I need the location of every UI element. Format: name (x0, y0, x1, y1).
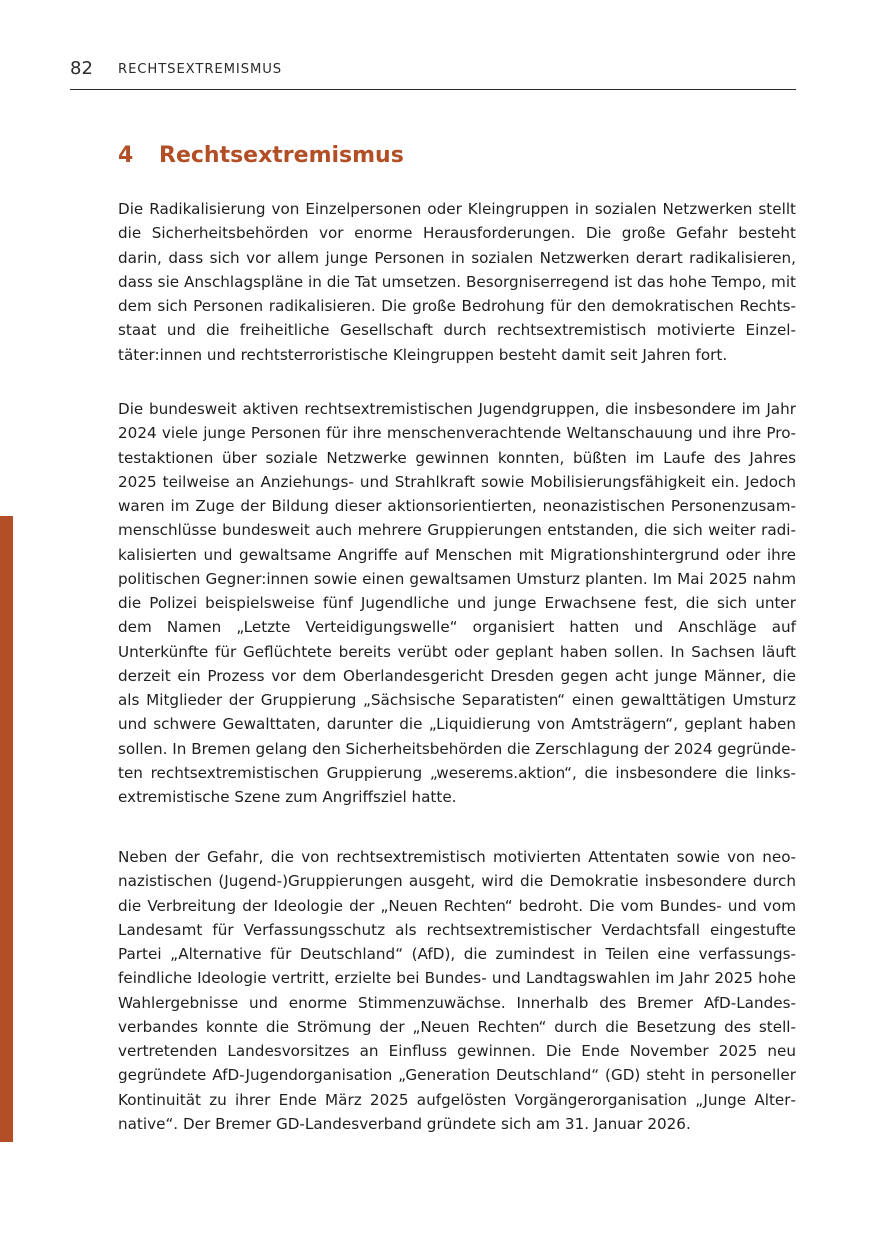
chapter-title: Rechtsextremismus (159, 143, 404, 168)
running-title: RECHTSEXTREMISMUS (118, 62, 283, 77)
body-paragraph: Die bundesweit aktiven rechtsextremistischen Jugendgruppen, die insbesondere im Jahr 2024 viele junge Personen für ihre menschenverachtende Weltanschauung und ihre Protestaktionen über soziale Netzwerke gewinnen konnten, büßten im Laufe des Jahres 2025 teilweise an Anziehungs- und Strahlkraft sowie Mobilisierungsfähigkeit ein. Jedoch waren im Zuge der Bildung dieser aktionsorientierten, neonazistischen Personenzusammenschlüsse bundesweit auch mehrere Gruppierungen entstanden, die sich weiter radikalisierten und gewaltsame Angriffe auf Menschen mit Migrationshintergrund oder ihre politischen Gegner:innen sowie einen gewaltsamen Umsturz planten. Im Mai 2025 nahm die Polizei beispielsweise fünf Jugendliche und junge Erwachsene fest, die sich unter dem Namen „Letzte Verteidigungswelle“ organisiert hatten und Anschläge auf Unterkünfte für Geflüchtete bereits verübt oder geplant haben sollen. In Sachsen läuft derzeit ein Prozess vor dem Oberlandesgericht Dresden gegen acht junge Männer, die als Mitglieder der Gruppierung „Sächsische Separatisten“ einen gewalttätigen Umsturz und schwere Gewalttaten, darunter die „Liquidierung von Amtsträgern“, geplant haben sollen. In Bremen gelang den Sicherheitsbehörden die Zerschlagung der 2024 gegründeten rechtsextremistischen Gruppierung „weserems.aktion“, die insbesondere die linksextremistische Szene zum Angriffsziel hatte. (118, 400, 796, 806)
running-header (70, 58, 796, 90)
chapter-thumb-tab (0, 516, 13, 1142)
chapter-heading (118, 142, 404, 170)
body-paragraph: Neben der Gefahr, die von rechtsextremistisch motivierten Attentaten sowie von neonazistischen (Jugend-)Gruppierungen ausgeht, wird die Demokratie insbesondere durch die Verbreitung der Ideologie der „Neuen Rechten“ bedroht. Die vom Bundes- und vom Landesamt für Verfassungsschutz als rechtsextremistischer Verdachtsfall eingestufte Partei „Alternative für Deutschland“ (AfD), die zumindest in Teilen eine verfassungsfeindliche Ideologie vertritt, erzielte bei Bundes- und Landtagswahlen im Jahr 2025 hohe Wahlergebnisse und enorme Stimmenzuwächse. Innerhalb des Bremer AfD-Landesverbandes konnte die Strömung der „Neuen Rechten“ durch die Besetzung des stellvertretenden Landesvorsitzes an Einfluss gewinnen. Die Ende November 2025 neu gegründete AfD-Jugendorganisation „Generation Deutschland“ (GD) steht in personeller Kontinuität zu ihrer Ende März 2025 aufgelösten Vorgängerorganisation „Junge Alternative“. Der Bremer GD-Landesverband gründete sich am 31. Januar 2026. (118, 848, 796, 1133)
page-number: 82 (70, 58, 93, 79)
body-paragraph: Die Radikalisierung von Einzelpersonen oder Kleingruppen in sozialen Netzwerken stellt die Sicherheitsbehörden vor enorme Herausforderungen. Die große Gefahr besteht darin, dass sich vor allem junge Personen in sozialen Netzwerken derart radikalisieren, dass sie Anschlagspläne in die Tat umsetzen. Besorgniserregend ist das hohe Tempo, mit dem sich Personen radikalisieren. Die große Bedrohung für den demokratischen Rechtsstaat und die freiheitliche Gesellschaft durch rechtsextremistisch motivierte Einzeltäter:innen und rechtsterroristische Kleingruppen besteht damit seit Jahren fort. (118, 200, 796, 364)
chapter-number: 4 (118, 143, 134, 168)
